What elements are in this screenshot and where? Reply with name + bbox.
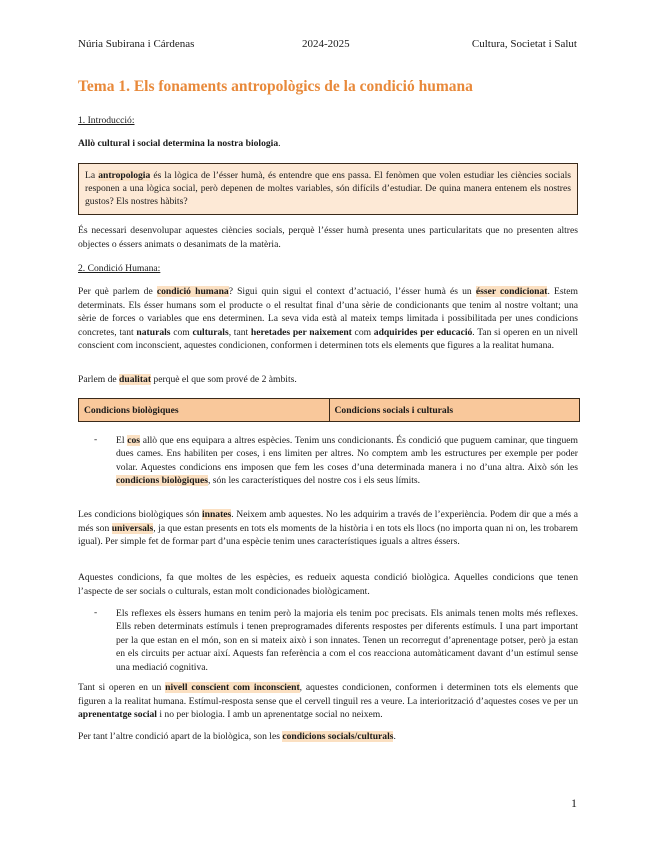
- p6-term: nivell conscient com inconscient: [165, 682, 300, 693]
- p2-term: culturals: [192, 326, 229, 338]
- p4-term: innates: [201, 509, 232, 520]
- p2-text: com: [170, 326, 193, 338]
- paragraph-3: [78, 373, 578, 387]
- b1-term: condicions biològiques: [116, 475, 208, 487]
- p3-term: dualitat: [119, 374, 152, 385]
- p2-text: , tant: [228, 326, 251, 338]
- p6-text: Tant si operen en un: [78, 682, 166, 693]
- intro-lead-text: Allò cultural i social determina la nostra biologia: [78, 138, 279, 149]
- section-heading-condicio: 2. Condició Humana:: [78, 263, 161, 274]
- p4-term: universals: [111, 522, 154, 534]
- bullet-dash: -: [94, 434, 98, 445]
- p4-text: , ja que estan presents en tots els moments de la història i en tots els llocs (no importa quan ni on, les trobarem igual). Per simple fet de formar part d’una espècie tenim unes característiques iguals a altres éssers.: [78, 522, 579, 548]
- p2-text: ? Sigui quin sigui el context d’actuació, l’ésser humà és un: [228, 286, 476, 297]
- b1-term: cos: [127, 435, 141, 446]
- p2-term: condició humana: [156, 286, 229, 297]
- p7-text: Per tant l’altre condició apart de la biològica, son les: [78, 731, 283, 742]
- p4-text: . Neixem amb aquestes. No les adquirim a través de l’experiència. Podem dir que a més a més son: [78, 509, 578, 534]
- conditions-table: [78, 398, 580, 422]
- page-title: Tema 1. Els fonaments antropològics de la condició humana: [78, 78, 473, 95]
- b1-text: , són les característiques del nostre cos i els seus límits.: [207, 475, 421, 487]
- table-col-biological: Condicions biològiques: [84, 405, 179, 416]
- p2-term: adquirides per educació: [373, 326, 473, 338]
- p2-term: naturals: [136, 326, 171, 338]
- p7-text: .: [393, 731, 396, 742]
- page-number: 1: [571, 796, 577, 810]
- definition-box: [78, 163, 578, 215]
- b1-text: El: [116, 435, 128, 446]
- p2-text: Per què parlem de: [78, 286, 157, 297]
- p4-text: Les condicions biològiques són: [78, 509, 202, 520]
- paragraph-2: [78, 285, 578, 353]
- box-text: és la lògica de l’ésser humà, és entendre que ens passa. El fenòmen que volen estudiar les ciències socials responen a una lògica social, però depenen de moltes variables, són difícils d’estudiar. De quina manera entenem els nostres gustos? Els nostres hàbits?: [85, 170, 571, 208]
- table-col-social: Condicions socials i culturals: [329, 399, 580, 421]
- paragraph-6: [78, 681, 578, 722]
- p2-text: . Estem determinats. Els ésser humans som el producte o el resultat final d’una sèrie de condicionants que tenim al nostre voltant; una sèrie de forces o variables que ens determinen. La seva vida està al mateix temps limitada i possibilitada per unes condicions concretes, tant: [78, 286, 578, 338]
- p6-term: aprenentatge social: [78, 709, 157, 721]
- p6-text: , aquestes condicionen, conformen i determinen tots els elements que figuren a la realitat humana. Estímul-resposta sense que el cervell tinguil res a veure. La interiorització d’aquestes coses ve per un: [78, 682, 578, 707]
- paragraph-5: Aquestes condicions, fa que moltes de les espècies, es redueix aquesta condició biològica. Aquelles condicions que tenen l’aspecte de ser socials o culturals, estan molt condicionades biològicament.: [78, 572, 578, 597]
- p7-term: condicions socials/culturals: [282, 731, 394, 742]
- paragraph-4: [78, 508, 578, 549]
- section-heading-intro: 1. Introducció:: [78, 115, 135, 126]
- p3-text: perquè el que som prové de 2 àmbits.: [151, 374, 297, 385]
- b1-text: allò que ens equipara a altres espècies. Tenim uns condicionants. És condició que puguem caminar, que tinguem dues cames. Ens habiliten per coses, i ens limiten per altres. No comptem amb les estructures per exemple per poder volar. Aquestes condicions ens imposen que fem les coses d’una determinada manera i no d’una altra. Això són les: [116, 435, 578, 473]
- paragraph-1: És necessari desenvolupar aquestes ciències socials, perquè l’ésser humà presenta unes particularitats que no presenten altres objectes o éssers animats o desanimats de la matèria.: [78, 225, 578, 250]
- box-term-antropologia: antropologia: [98, 170, 151, 181]
- bullet-item-reflexes: Els reflexes els èssers humans en tenim però la majoria els tenim poc precisats. Els animals tenen molts més reflexes. Ells reben determinats estímuls i tenen preprogramades diferents respostes per diferents estímuls. I una part important per la que estan en el món, son en si mateix això i son innates. Tenen un recorregut d’aprenentage potser, però ja estan en els circuits per actuar així. Aquests fan referència a com el cos reacciona automàticament davant d’un estímul sense una mediació cognitiva.: [116, 608, 578, 673]
- p6-text: i no per biologia. I amb un aprenentatge social no neixem.: [156, 709, 383, 721]
- paragraph-7: [78, 730, 578, 744]
- bullet-dash: -: [94, 607, 98, 618]
- intro-lead: Allò cultural i social determina la nostra biologia.: [78, 138, 281, 149]
- p2-term: heretades per naixement: [250, 326, 352, 338]
- header-author: Núria Subirana i Cárdenas: [78, 38, 195, 50]
- p2-term: ésser condicionat: [475, 286, 548, 297]
- bullet-item-cos: [116, 434, 578, 488]
- header-course: Cultura, Societat i Salut: [471, 38, 577, 50]
- box-text: La: [85, 170, 99, 181]
- header-year: 2024-2025: [302, 38, 350, 50]
- p2-text: com: [351, 326, 374, 338]
- p3-text: Parlem de: [78, 374, 120, 385]
- p2-text: . Tan si operen en un nivell conscient com inconscient, aquestes condicionen, conformen i determinen tots els elements que figures a la realitat humana.: [78, 326, 578, 352]
